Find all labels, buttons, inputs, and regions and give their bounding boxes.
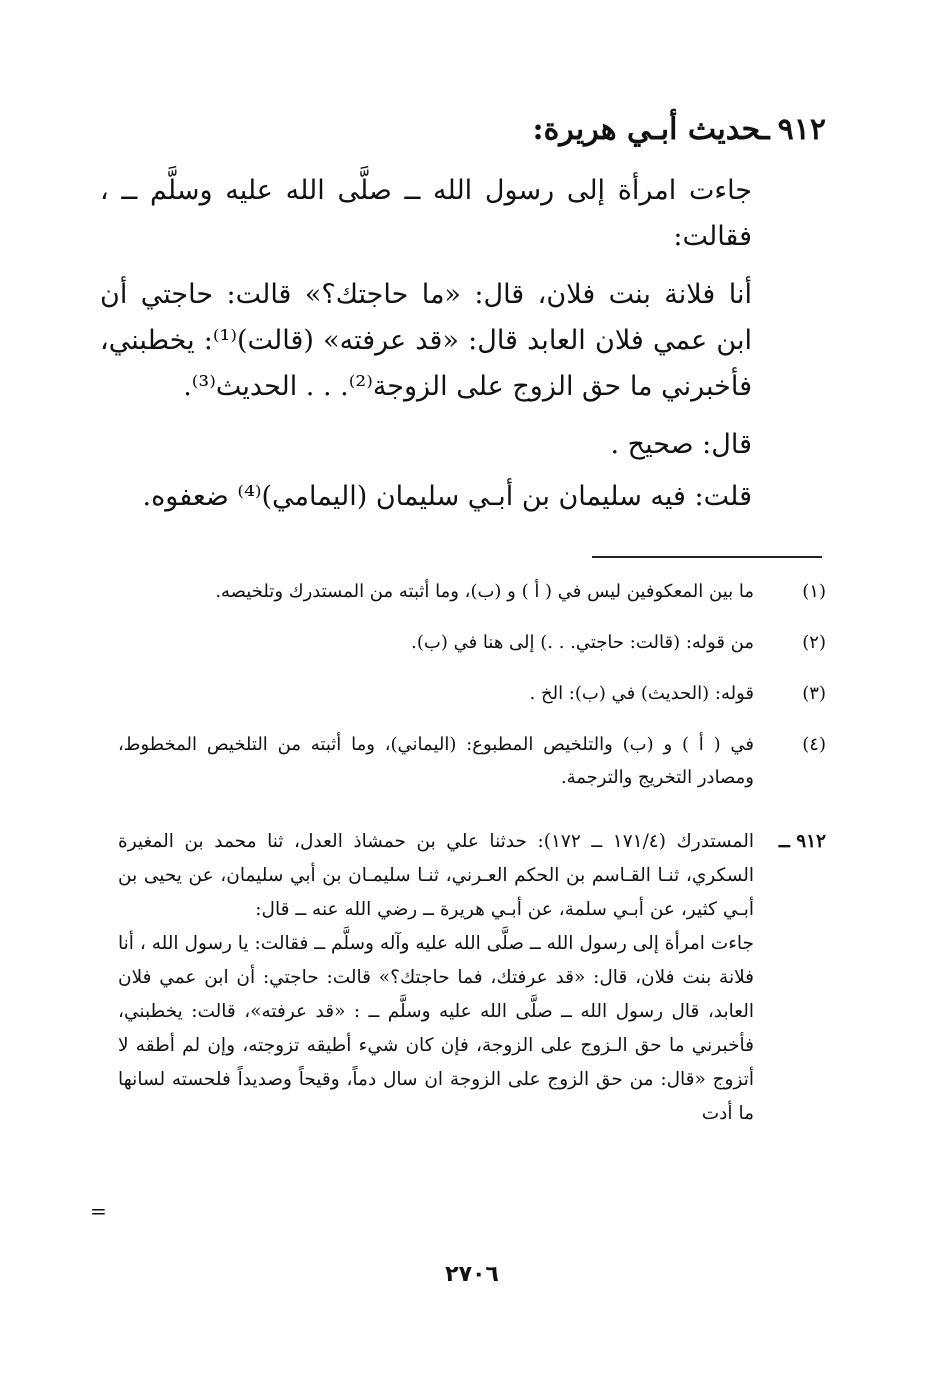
footnote-text: قوله: (الحديث) في (ب): الخ . <box>529 683 754 704</box>
footnote-separator <box>592 556 822 558</box>
heading-dash: ـ <box>760 112 770 147</box>
source-number: ٩١٢ ــ <box>778 831 826 852</box>
hadith-comment: قلت: فيه سليمان بن أبـي سليمان (اليمامي)⁽⁴⁾ ضعفوه. <box>142 481 752 512</box>
footnote-number: (٢) <box>802 632 826 653</box>
source-isnad: المستدرك (١٧١/٤ ــ ١٧٢): حدثنا علي بن حمشاذ العدل، ثنا محمد بن المغيرة السكري، ثنـا القـاسم بن الحكم العـرني، ثنـا سليمـان بن أبي سليمان، عن يحيى بن أبـي كثير، عن أبـي سلمة، عن أبـي هريرة ــ رضي الله عنه ــ قال: <box>118 831 754 920</box>
footnote-text: من قوله: (قالت: حاجتي. . .) إلى هنا في (ب). <box>411 632 754 653</box>
footnote-item <box>118 575 826 608</box>
hadith-heading <box>100 110 826 150</box>
page-number: ٢٧٠٦ <box>445 1262 499 1287</box>
continuation-mark: = <box>90 1199 107 1223</box>
footnote-text: في ( أ ) و (ب) والتلخيص المطبوع: (اليماني)، وما أثبته من التلخيص المخطوط، ومصادر التخريج والترجمة. <box>118 734 754 788</box>
hadith-title: حديث أبـي هريرة: <box>532 112 761 147</box>
footnote-number: (٤) <box>802 734 826 755</box>
footnote-number: (٣) <box>802 683 826 704</box>
footnote-text: ما بين المعكوفين ليس في ( أ ) و (ب)، وما أثبته من المستدرك وتلخيصه. <box>215 581 754 602</box>
hadith-text <box>100 168 752 532</box>
hadith-grading: قال: صحيح . <box>610 429 752 460</box>
footnote-item <box>118 626 826 659</box>
footnote-number: (١) <box>802 581 826 602</box>
source-entry <box>118 825 826 1131</box>
source-matn: جاءت امرأة إلى رسول الله ــ صلَّى الله عليه وآله وسلَّم ــ فقالت: يا رسول الله ، أنا فلانة بنت فلان، قال: «قد عرفتك، فما حاجتك؟» قالت: حاجتي: أن ابن عمي فلان العابد، قال رسول الله ــ صلَّى الله عليه وسلَّم ــ : «قد عرفته»، قالت: يخطبني، فأخبرني ما حق الـزوج على الزوجة، فإن كان شيء أطيقه تزوجته، وإن لم أطقه لا أتزوج «قال: من حق الزوج على الزوجة ان سال دماً، وقيحاً وصديداً فلحسته لسانها ما أدت <box>118 933 754 1124</box>
footnote-item <box>118 677 826 710</box>
source-section <box>118 825 826 1131</box>
hadith-paragraph-1: جاءت امرأة إلى رسول الله ــ صلَّى الله عليه وسلَّم ــ ، فقالت: <box>100 175 752 252</box>
source-body <box>118 825 754 1131</box>
hadith-paragraph-2: أنا فلانة بنت فلان، قال: «ما حاجتك؟» قالت: حاجتي أن ابن عمي فلان العابد قال: «قد عرفته» (قالت)⁽¹⁾: يخطبني، فأخبرني ما حق الزوج على الزوجة⁽²⁾. . . الحديث⁽³⁾. <box>100 279 752 402</box>
footnote-item <box>118 728 826 794</box>
footnotes <box>118 575 826 812</box>
hadith-number: ٩١٢ <box>777 112 826 147</box>
